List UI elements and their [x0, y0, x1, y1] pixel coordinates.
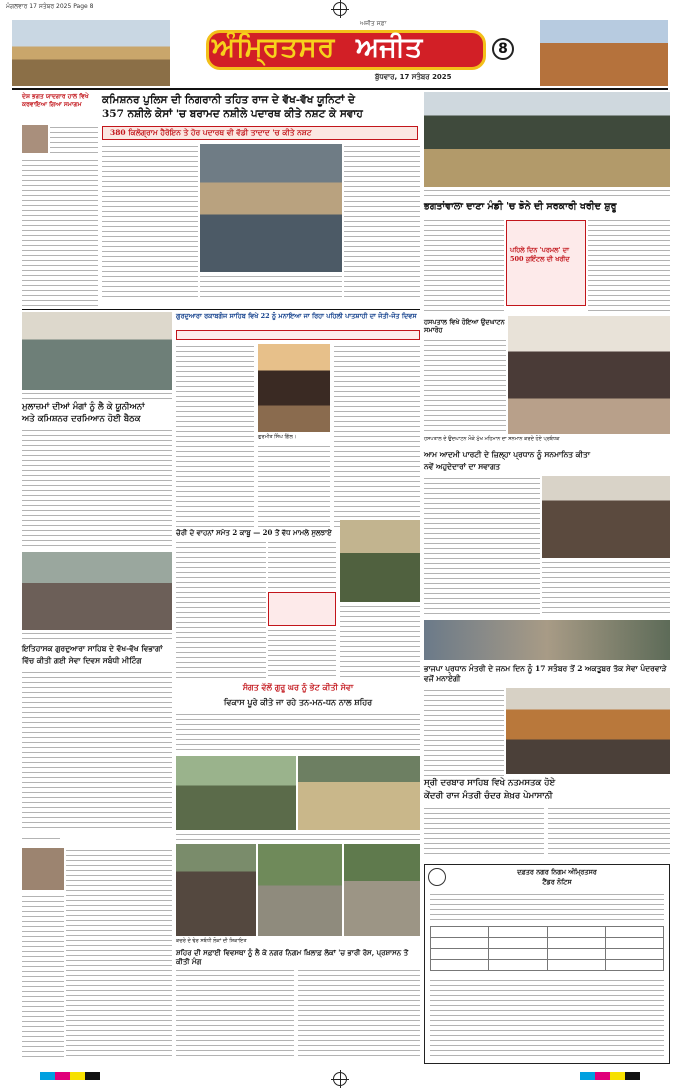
development-photo [298, 756, 420, 830]
article-text [298, 968, 420, 1060]
hospital-caption: ਹਸਪਤਾਲ ਦੇ ਉਦਘਾਟਨ ਮੌਕੇ ਮੁੱਖ ਮਹਿਮਾਨ ਦਾ ਸਨਮਾਨ ਕਰਦੇ ਹੋਏ ਪ੍ਰਬੰਧਕ [424, 436, 560, 442]
notice-title: ਟੈਂਡਰ ਨੋਟਿਸ [542, 878, 572, 886]
garbage-caption: ਕਚਰੇ ਦੇ ਢੇਰ ਸਬੰਧੀ ਲੋਕਾਂ ਦੀ ਸ਼ਿਕਾਇਤ [176, 938, 247, 944]
group-photo [424, 620, 670, 660]
lead-headline-1: ਕਮਿਸ਼ਨਰ ਪੁਲਿਸ ਦੀ ਨਿਗਰਾਨੀ ਤਹਿਤ ਰਾਜ ਦੇ ਵੱਖ-ਵੱਖ ਯੂਨਿਟਾਂ ਦੇ [102, 94, 355, 106]
speaker-portrait [258, 344, 330, 432]
photo-caption-text [424, 188, 670, 198]
arrest-article-text [268, 540, 336, 590]
masthead-title-city: ਅੰਮ੍ਰਿਤਸਰ [212, 32, 336, 63]
golden-temple-photo [12, 20, 170, 86]
speaker-caption: ਗੁਰਮੀਤ ਸਿੰਘ ਗਿੱਲ। [258, 434, 297, 440]
party-event-photo [542, 476, 670, 558]
arrest-article-text [268, 628, 336, 678]
center-article-text [176, 344, 254, 528]
date-line: ਬੁੱਧਵਾਰ, 17 ਸਤੰਬਰ 2025 [375, 73, 452, 81]
article-text [176, 968, 294, 1060]
notice-org: ਦਫ਼ਤਰ ਨਗਰ ਨਿਗਮ ਅੰਮ੍ਰਿਤਸਰ [517, 868, 597, 876]
color-registration-bar [580, 1072, 640, 1080]
lead-headline-2: 357 ਨਸ਼ੀਲੇ ਕੇਸਾਂ 'ਚ ਬਰਾਮਦ ਨਸ਼ੀਲੇ ਪਦਾਰਥ ਕੀਤੇ ਨਸ਼ਟ ਕੇ ਸਵਾਹ [102, 108, 363, 120]
masthead-subtitle: ਅਜੀਤ ਸਫ਼ਾ [360, 20, 387, 27]
section-divider [22, 309, 420, 310]
portrait-photo [22, 125, 48, 153]
garbage-photo [258, 844, 342, 936]
bjp-headline: ਭਾਜਪਾ ਪ੍ਰਧਾਨ ਮੰਤਰੀ ਦੇ ਜਨਮ ਦਿਨ ਨੂੰ 17 ਸਤੰਬਰ ਤੋਂ 2 ਅਕਤੂਬਰ ਤੱਕ ਸੇਵਾ ਪੰਦਰਵਾੜੇ ਵਜੋਂ ਮਨਾਏਗੀ [424, 664, 667, 683]
masthead-title-paper: ਅਜੀਤ [356, 32, 423, 63]
article-text [22, 894, 64, 1060]
photo-caption-text [22, 631, 172, 639]
article-text [542, 560, 670, 616]
heritage-building-photo [540, 20, 668, 86]
article-text [588, 218, 670, 314]
sangat-headline: ਸੰਗਤ ਵੱਲੋਂ ਗੁਰੂ ਘਰ ਨੂੰ ਭੇਟ ਕੀਤੀ ਸੇਵਾ [242, 682, 354, 692]
registration-mark-icon [333, 2, 347, 16]
arrest-article-text [340, 604, 420, 678]
article-text [50, 125, 98, 155]
arrest-headline: ਚੋਰੀ ਦੇ ਵਾਹਨਾਂ ਸਮੇਤ 2 ਕਾਬੂ — 20 ਤੋਂ ਵੱਧ ਮਾਮਲੇ ਸੁਲਝਾਏ [176, 528, 332, 537]
darbar-sahib-headline-1: ਸ੍ਰੀ ਦਰਬਾਰ ਸਾਹਿਬ ਵਿਖੇ ਨਤਮਸਤਕ ਹੋਏ [424, 778, 556, 788]
left-column-headline: ਦੇਸ਼ ਭਗਤ ਯਾਦਗਾਰ ਹਾਲ ਵਿਖੇ ਕਰਵਾਇਆ ਗਿਆ ਸਮਾਗਮ [22, 93, 89, 108]
photo-caption-text [22, 391, 172, 399]
sangat-photo [176, 756, 296, 830]
meeting-headline-2: ਅਤੇ ਕਮਿਸ਼ਨਰ ਦਰਮਿਆਨ ਹੋਈ ਬੈਠਕ [22, 414, 141, 424]
lead-subhead: 380 ਕਿਲੋਗ੍ਰਾਮ ਹੈਰੋਇਨ ਤੇ ਹੋਰ ਪਦਾਰਥ ਵੀ ਵੱਡੀ ਤਾਦਾਦ 'ਚ ਕੀਤੇ ਨਸ਼ਟ [110, 128, 312, 137]
article-text [176, 712, 420, 752]
registration-mark-icon [333, 1072, 347, 1086]
color-registration-bar [40, 1072, 100, 1080]
police-press-photo [340, 520, 420, 602]
grain-market-headline: ਭਗਤਾਂਵਾਲਾ ਦਾਣਾ ਮੰਡੀ 'ਚ ਝੋਨੇ ਦੀ ਸਰਕਾਰੀ ਖਰੀਦ ਸ਼ੁਰੂ [424, 201, 617, 212]
highlight-box-text: ਪਹਿਲੇ ਦਿਨ 'ਪਰਮਲ' ਦਾ 500 ਕੁਇੰਟਲ ਦੀ ਖਰੀਦ [510, 246, 570, 263]
meeting-article-text [22, 428, 172, 550]
aap-headline-2: ਨਵੇਂ ਅਹੁਦੇਦਾਰਾਂ ਦਾ ਸਵਾਗਤ [424, 462, 501, 471]
notice-text [430, 892, 664, 922]
center-story-kicker [176, 330, 420, 340]
print-info-strip: ਮੰਗਲਵਾਰ 17 ਸਤੰਬਰ 2025 Page 8 [6, 3, 94, 10]
police-officials-photo [200, 144, 342, 272]
article-text [66, 848, 172, 1060]
hospital-headline: ਹਸਪਤਾਲ ਵਿਖੇ ਹੋਇਆ ਉਦਘਾਟਨ ਸਮਾਰੋਹ [424, 318, 505, 334]
notice-text [430, 978, 664, 1058]
page-number: 8 [492, 38, 514, 60]
notice-table [430, 926, 664, 971]
pullout-box [268, 592, 336, 626]
meeting-photo [22, 312, 172, 390]
minister-visit-photo [506, 688, 670, 774]
gurdwara-headline-1: ਇਤਿਹਾਸਕ ਗੁਰਦੁਆਰਾ ਸਾਹਿਬ ਦੇ ਵੱਖ-ਵੱਖ ਵਿਭਾਗਾਂ [22, 644, 163, 653]
hospital-inauguration-photo [508, 316, 670, 434]
aap-headline-1: ਆਮ ਆਦਮੀ ਪਾਰਟੀ ਦੇ ਜ਼ਿਲ੍ਹਾ ਪ੍ਰਧਾਨ ਨੂੰ ਸਨਮਾਨਿਤ ਕੀਤਾ [424, 450, 590, 459]
darbar-sahib-headline-2: ਕੇਂਦਰੀ ਰਾਜ ਮੰਤਰੀ ਚੰਦਰ ਸ਼ੇਖ਼ਰ ਪੇਮਾਸਾਨੀ [424, 791, 553, 801]
lead-article-text [344, 144, 420, 299]
article-text [22, 670, 172, 832]
photo-caption-text [200, 274, 342, 300]
development-headline: ਵਿਕਾਸ ਪੂਰੇ ਕੀਤੇ ਜਾ ਰਹੇ ਤਨ-ਮਨ-ਧਨ ਨਾਲ ਸ਼ਹਿਰ [223, 697, 373, 707]
gurdwara-headline-2: ਵਿੱਚ ਕੀਤੀ ਗਈ ਸੇਵਾ ਦਿਵਸ ਸਬੰਧੀ ਮੀਟਿੰਗ [22, 656, 142, 665]
lead-article-text [102, 144, 198, 299]
article-text [424, 338, 506, 434]
center-story-headline: ਗੁਰਦੁਆਰਾ ਰਕਾਬਗੰਜ ਸਾਹਿਬ ਵਿਖੇ 22 ਨੂੰ ਮਨਾਇਆ ਜਾ ਰਿਹਾ ਪਹਿਲੀ ਪਾਤਸ਼ਾਹੀ ਦਾ ਜੋਤੀ-ਜੋਤ ਦਿਵਸ [176, 312, 417, 320]
emblem-icon [428, 868, 446, 886]
grain-market-photo [424, 92, 670, 187]
article-text [424, 476, 540, 616]
garbage-photo [344, 844, 420, 936]
article-text [424, 806, 544, 858]
portrait-photo [22, 848, 64, 890]
center-article-text [334, 344, 420, 528]
masthead-rule [12, 88, 668, 90]
sanitation-headline: ਸ਼ਹਿਰ ਦੀ ਸਫ਼ਾਈ ਵਿਵਸਥਾ ਨੂੰ ਲੈ ਕੇ ਨਗਰ ਨਿਗਮ ਖ਼ਿਲਾਫ਼ ਲੋਕਾਂ 'ਚ ਭਾਰੀ ਰੋਸ, ਪ੍ਰਸ਼ਾਸਨ ਤੋਂ ਕੀਤੀ ਮੰਗ [176, 948, 409, 966]
article-text [22, 836, 60, 842]
meeting-headline-1: ਮੁਲਾਜ਼ਮਾਂ ਦੀਆਂ ਮੰਗਾਂ ਨੂੰ ਲੈ ਕੇ ਯੂਨੀਅਨਾਂ [22, 402, 145, 412]
article-text [22, 158, 98, 306]
photo-caption-text [176, 832, 420, 840]
article-text [424, 218, 504, 314]
center-article-text [258, 444, 330, 528]
arrest-article-text [176, 540, 266, 678]
group-photo [176, 844, 256, 936]
article-text [424, 688, 504, 776]
crowd-photo [22, 552, 172, 630]
article-text [548, 806, 670, 858]
